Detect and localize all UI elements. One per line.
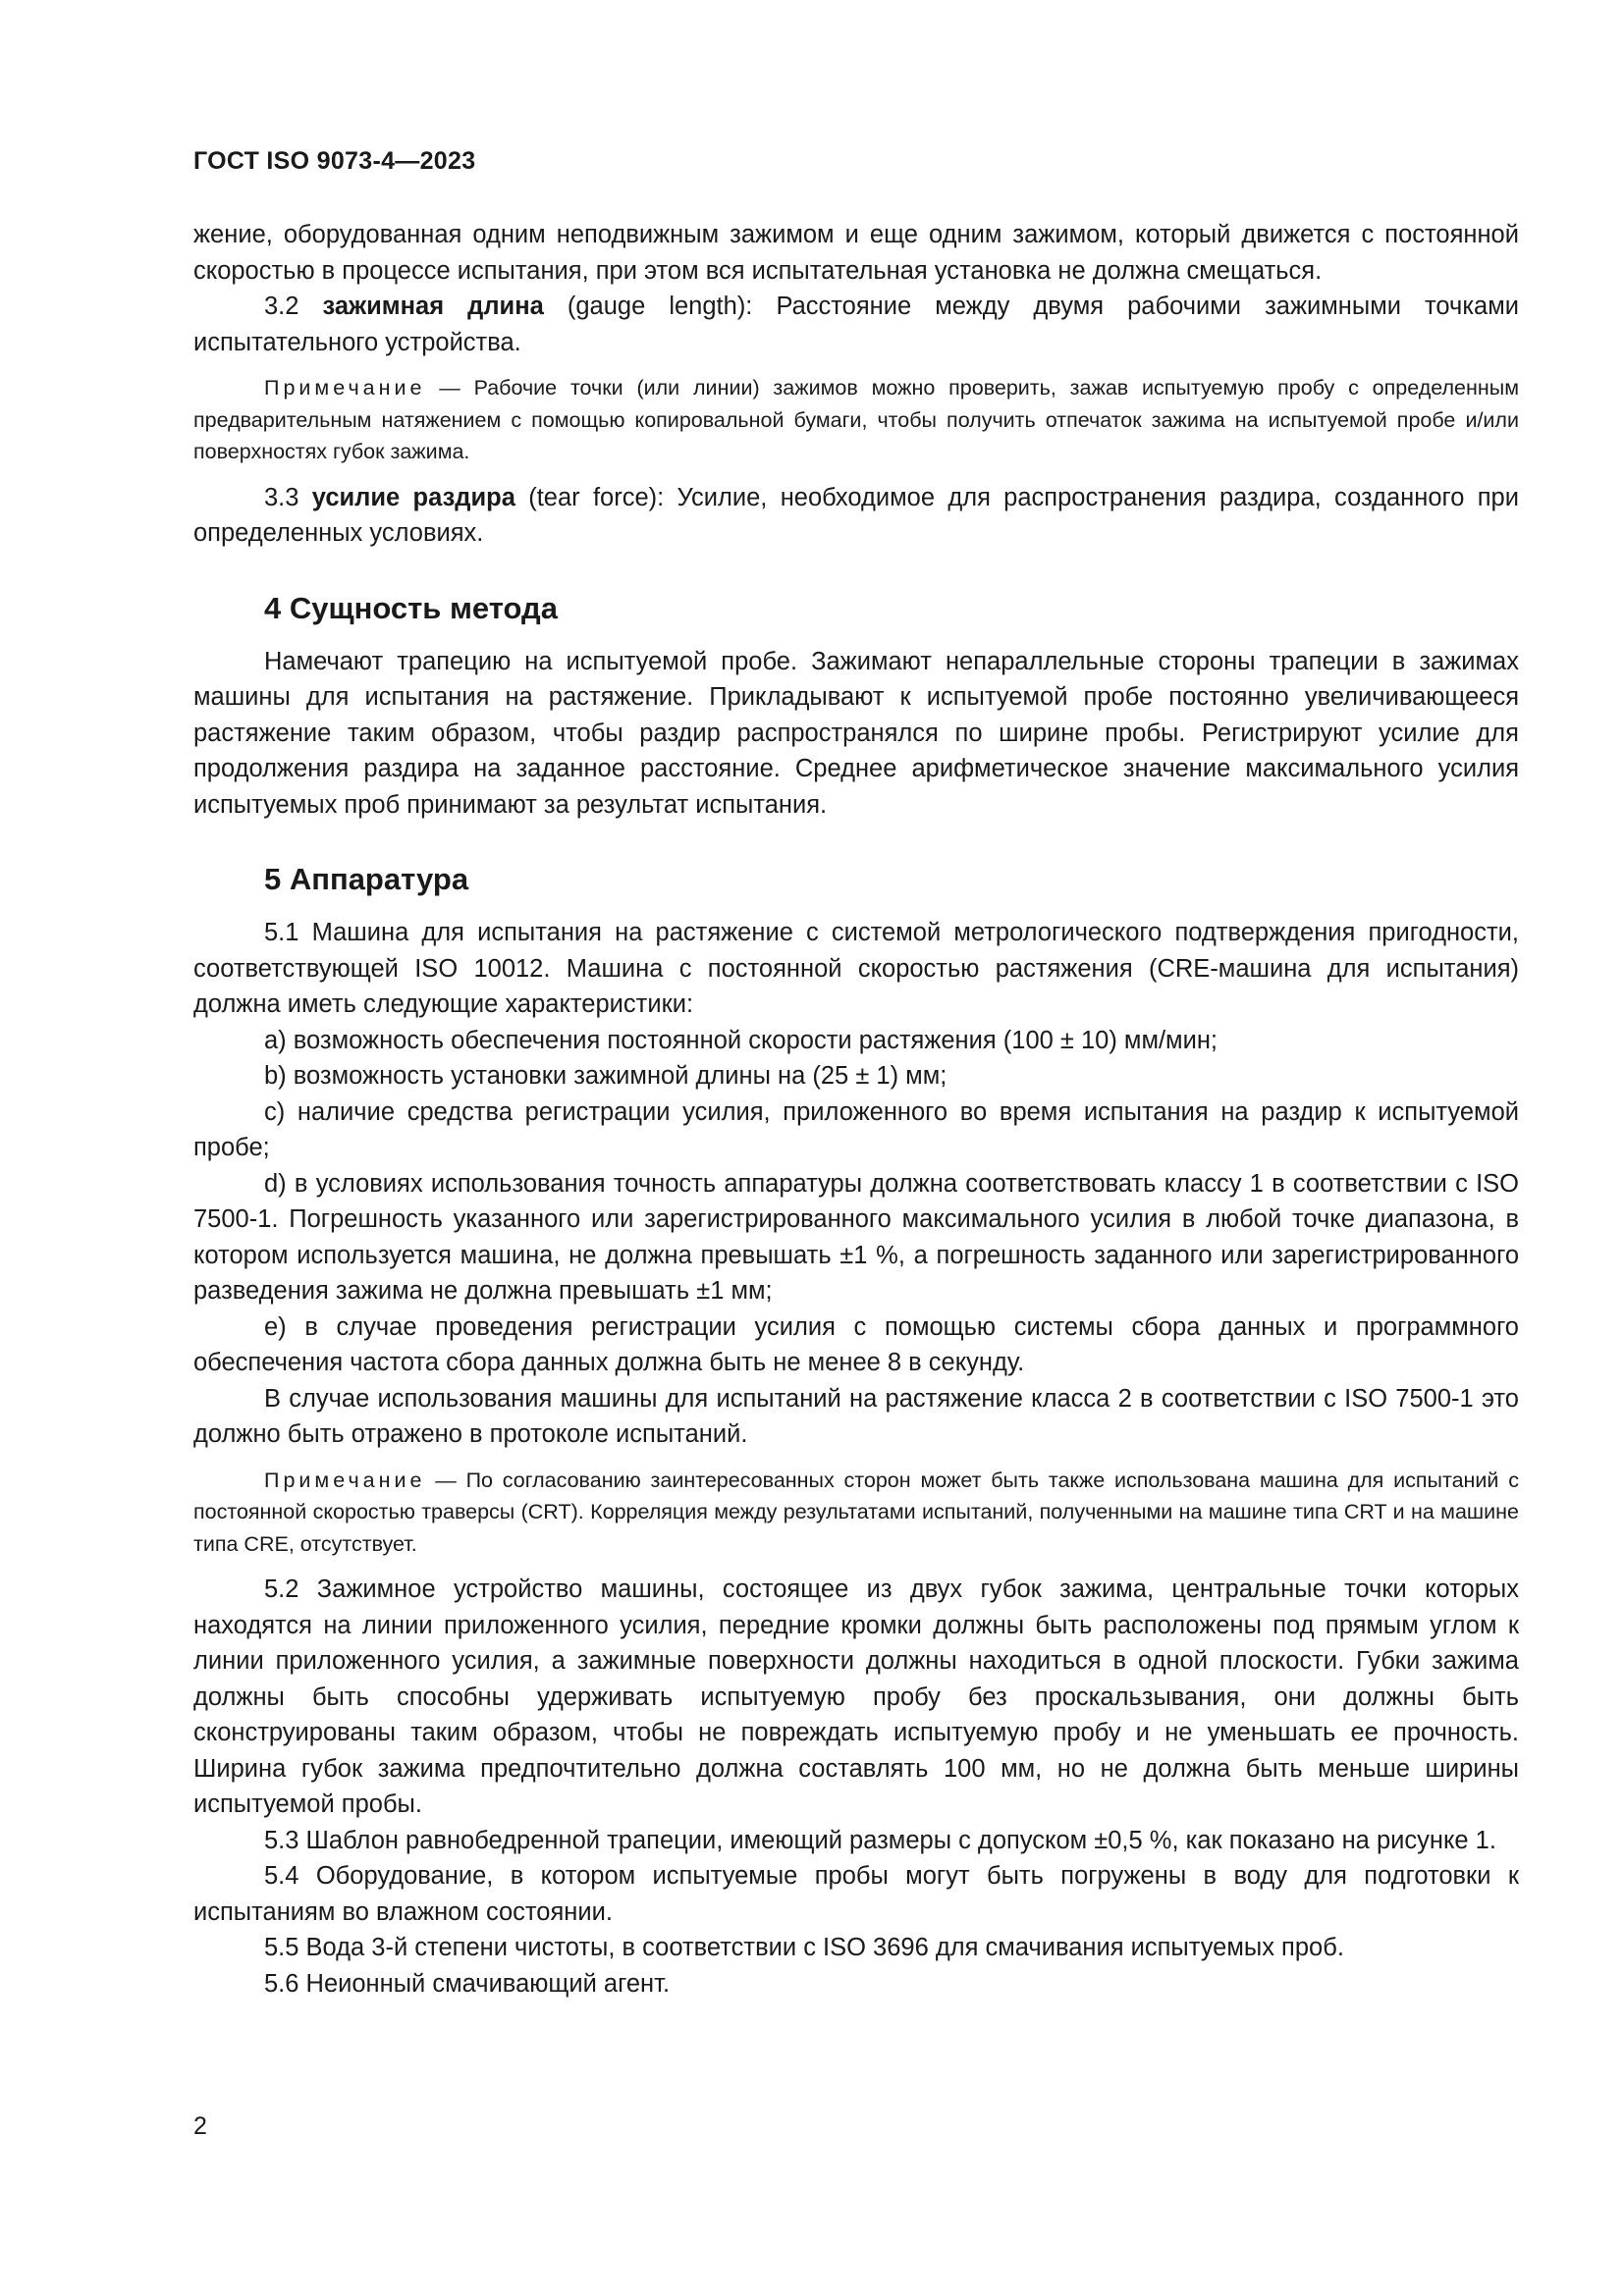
section-4-heading: 4 Сущность метода bbox=[264, 590, 558, 625]
clause-text: (tear force): Усилие, необходимое для распространения раздира, созданного при определенных условиях. bbox=[193, 483, 1519, 547]
list-item-a: a) возможность обеспечения постоянной скорости растяжения (100 ± 10) мм/мин; bbox=[264, 1026, 1218, 1054]
document-page bbox=[193, 147, 1519, 2002]
paragraph-continued: жение, оборудованная одним неподвижным зажимом и еще одним зажимом, который движется с постоянной скоростью в процессе испытания, при этом вся испытательная установка не должна смещаться. bbox=[193, 221, 1519, 285]
clause-5-6: 5.6 Неионный смачивающий агент. bbox=[264, 1969, 671, 1998]
term-tear-force: усилие раздира bbox=[311, 483, 515, 511]
class-2-paragraph: В случае использования машины для испытаний на растяжение класса 2 в соответствии с ISO 7500-1 это должно быть отражено в протоколе испытаний. bbox=[193, 1384, 1519, 1448]
clause-3-2 bbox=[193, 289, 1519, 360]
clause-5-4: 5.4 Оборудование, в котором испытуемые пробы могут быть погружены в воду для подготовки к испытаниям во влажном состоянии. bbox=[193, 1862, 1519, 1926]
clause-5-1: 5.1 Машина для испытания на растяжение с системой метрологического подтверждения пригодности, соответствующей ISO 10012. Машина с постоянной скоростью растяжения (CRE-машина для испытания) должна иметь следующие характеристики: bbox=[193, 919, 1519, 1018]
term-gauge-length: зажимная длина bbox=[322, 293, 544, 320]
clause-number: 3.3 bbox=[264, 483, 299, 511]
clause-5-5: 5.5 Вода 3-й степени чистоты, в соответствии с ISO 3696 для смачивания испытуемых проб. bbox=[264, 1934, 1344, 1961]
list-item-b: b) возможность установки зажимной длины на (25 ± 1) мм; bbox=[264, 1062, 947, 1090]
clause-3-3 bbox=[193, 480, 1519, 552]
note-1 bbox=[193, 372, 1519, 468]
clause-5-3: 5.3 Шаблон равнобедренной трапеции, имеющий размеры с допуском ±0,5 %, как показано на рисунке 1. bbox=[264, 1826, 1496, 1854]
section-4-text: Намечают трапецию на испытуемой пробе. Зажимают непараллельные стороны трапеции в зажимах машины для испытания на растяжение. Прикладывают к испытуемой пробе постоянно увеличивающееся растяжение таким образом, чтобы раздир распространялся по ширине пробы. Регистрируют усилие для продолжения раздира на заданное расстояние. Среднее арифметическое значение максимального усилия испытуемых проб принимают за результат испытания. bbox=[193, 647, 1519, 819]
list-item-c: c) наличие средства регистрации усилия, приложенного во время испытания на раздир к испытуемой пробе; bbox=[193, 1097, 1519, 1161]
note-2 bbox=[193, 1465, 1519, 1561]
list-item-e: e) в случае проведения регистрации усилия с помощью системы сбора данных и программного обеспечения частота сбора данных должна быть не менее 8 в секунду. bbox=[193, 1312, 1519, 1376]
clause-5-2: 5.2 Зажимное устройство машины, состоящее из двух губок зажима, центральные точки которых находятся на линии приложенного усилия, передние кромки должны быть расположены под прямым углом к линии приложенного усилия, а зажимные поверхности должны находиться в одной плоскости. Губки зажима должны быть способны удерживать испытуемую пробу без проскальзывания, они должны быть сконструированы таким образом, чтобы не повреждать испытуемую пробу и не уменьшать ее прочность. Ширина губок зажима предпочтительно должна составлять 100 мм, но не должна быть меньше ширины испытуемой пробы. bbox=[193, 1575, 1519, 1818]
note-label: Примечание bbox=[264, 1468, 426, 1492]
clause-text: (gauge length): Расстояние между двумя рабочими зажимными точками испытательного устройства. bbox=[193, 293, 1519, 356]
clause-number: 3.2 bbox=[264, 293, 299, 320]
note-label: Примечание bbox=[264, 376, 426, 400]
page-number: 2 bbox=[193, 2112, 207, 2140]
note-text: — По согласованию заинтересованных сторон может быть также использована машина для испытаний с постоянной скоростью траверсы (CRT). Корреляция между результатами испытаний, полученными на машине типа CRT и на машине типа CRE, отсутствует. bbox=[193, 1468, 1519, 1556]
list-item-d: d) в условиях использования точность аппаратуры должна соответствовать классу 1 в соответствии с ISO 7500-1. Погрешность указанного или зарегистрированного максимального усилия в любой точке диапазона, в котором используется машина, не должна превышать ±1 %, а погрешность заданного или зарегистрированного разведения зажима не должна превышать ±1 мм; bbox=[193, 1169, 1519, 1305]
section-5-heading: 5 Аппаратура bbox=[264, 862, 469, 896]
note-text: — Рабочие точки (или линии) зажимов можно проверить, зажав испытуемую пробу с определенным предварительным натяжением с помощью копировальной бумаги, чтобы получить отпечаток зажима на испытуемой пробе и/или поверхностях губок зажима. bbox=[193, 376, 1519, 463]
document-header: ГОСТ ISO 9073-4—2023 bbox=[193, 147, 476, 175]
